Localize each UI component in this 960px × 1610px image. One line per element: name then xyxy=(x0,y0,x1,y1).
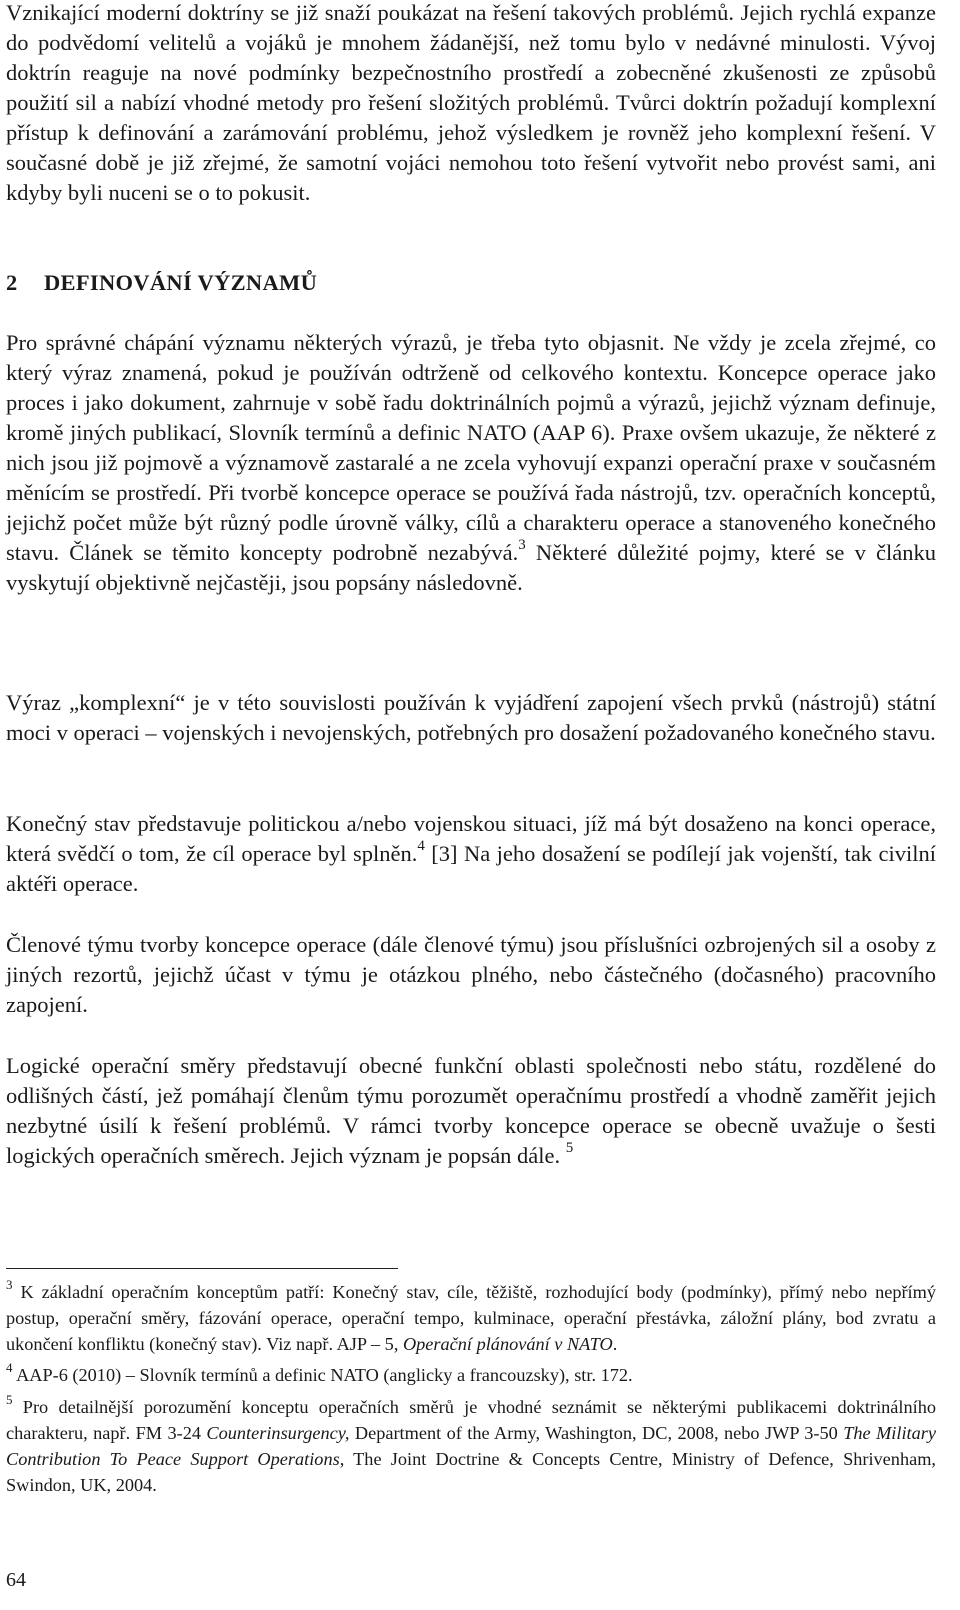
section-title: DEFINOVÁNÍ VÝZNAMŮ xyxy=(44,270,318,295)
footnote-ref-5[interactable]: 5 xyxy=(565,1139,574,1156)
footnote-mid: Department of the Army, Washington, DC, 2008, nebo JWP 3-50 xyxy=(349,1422,844,1443)
section-heading xyxy=(6,268,317,298)
paragraph-doctrines: Vznikající moderní doktríny se již snaží poukázat na řešení takových problémů. Jejich rychlá expanze do podvědomí velitelů a vojáků je mnohem žádanější, než tomu bylo v nedávné minulosti. Vývoj doktrín reaguje na nové podmínky bezpečnostního prostředí a zobecněné zkušenosti ze způsobů použití sil a nabízí vhodné metody pro řešení složitých problémů. Tvůrci doktrín požadují komplexní přístup k definování a zarámování problému, jehož výsledkem je rovněž jeho komplexní řešení. V současné době je již zřejmé, že samotní vojáci nemohou toto řešení vytvořit nebo provést sami, ani kdyby byli nuceni se o to pokusit. xyxy=(6,0,936,205)
footnote-tail: . xyxy=(612,1333,618,1354)
footnote-number: 5 xyxy=(6,1392,13,1408)
footnote-separator xyxy=(6,1268,398,1269)
paragraph-definitions-intro xyxy=(6,328,936,598)
page-number: 64 xyxy=(6,1569,26,1591)
paragraph-text: [3] Na jeho dosažení se podílejí jak vojenští, tak civilní aktéři operace. xyxy=(6,841,936,896)
paragraph-logicke-smery xyxy=(6,1051,936,1171)
footnote-text: AAP-6 (2010) – Slovník termínů a definic NATO (anglicky a francouzsky), str. 172. xyxy=(16,1365,633,1386)
footnote-ref-4[interactable]: 4 xyxy=(417,837,425,854)
footnote-ref-3[interactable]: 3 xyxy=(518,536,526,553)
section-number: 2 xyxy=(6,270,18,295)
paragraph-text: Některé důležité pojmy, které se v článku vyskytují objektivně nejčastěji, jsou popsány následovně. xyxy=(6,540,936,595)
paragraph-clenove-tymu: Členové týmu tvorby koncepce operace (dále členové týmu) jsou příslušníci ozbrojených sil a osoby z jiných rezortů, jejichž účast v týmu je otázkou plného, nebo částečného (dočasného) pracovního zapojení. xyxy=(6,932,936,1017)
footnote-title: Operační plánování v NATO xyxy=(402,1333,613,1354)
footnote-title-2: The Military Contribution To Peace Support Operations xyxy=(6,1422,936,1469)
footnote-tail: , The Joint Doctrine & Concepts Centre, Ministry of Defence, Shrivenham, Swindon, UK, 2004. xyxy=(6,1448,936,1495)
footnote-4 xyxy=(6,1360,936,1389)
footnote-5 xyxy=(6,1392,936,1498)
paragraph-text: Pro správné chápání významu některých výrazů, je třeba tyto objasnit. Ne vždy je zcela zřejmé, co který výraz znamená, pokud je používán odtrženě od celkového kontextu. Koncepce operace jako proces i jako dokument, zahrnuje v sobě řadu doktrinálních pojmů a výrazů, jejichž význam definuje, kromě jiných publikací, Slovník termínů a definic NATO (AAP 6). Praxe ovšem ukazuje, že některé z nich jsou již pojmově a významově zastaralé a ne zcela vyhovují expanzi operační praxe v současném měnícím se prostředí. Při tvorbě koncepce operace se používá řada nástrojů, tzv. operačních konceptů, jejichž počet může být různý podle úrovně války, cílů a charakteru operace a stanoveného konečného stavu. Článek se těmito koncepty podrobně nezabývá. xyxy=(6,330,936,565)
footnote-text: K základní operačním konceptům patří: Konečný stav, cíle, těžiště, rozhodující body (podmínky), přímý nebo nepřímý postup, operační směry, fázování operace, operační tempo, kulminace, operační přestávka, záložní plány, bod zvratu a ukončení konfliktu (konečný stav). Viz např. AJP – 5, xyxy=(6,1282,936,1354)
footnotes xyxy=(6,1276,936,1504)
paragraph-text: Konečný stav představuje politickou a/nebo vojenskou situaci, jíž má být dosaženo na konci operace, která svědčí o tom, že cíl operace byl splněn. xyxy=(6,811,936,866)
footnote-title: Counterinsurgency, xyxy=(206,1422,350,1443)
footnote-text: Pro detailnější porozumění konceptu operačních směrů je vhodné seznámit se některými publikacemi doktrinálního charakteru, např. FM 3-24 xyxy=(6,1397,936,1443)
footnote-3 xyxy=(6,1276,936,1357)
paragraph-text: Logické operační směry představují obecné funkční oblasti společnosti nebo státu, rozdělené do odlišných částí, jež pomáhají členům týmu porozumět operačnímu prostředí a vhodně zaměřit jejich nezbytné úsilí k řešení problémů. V rámci tvorby koncepce operace se obecně uvažuje o šesti logických operačních směrech. Jejich význam je popsán dále. xyxy=(6,1053,936,1168)
paragraph-komplexni: Výraz „komplexní“ je v této souvislosti používán k vyjádření zapojení všech prvků (nástrojů) státní moci v operaci – vojenských i nevojenských, potřebných pro dosažení požadovaného konečného stavu. xyxy=(6,690,936,745)
footnote-number: 3 xyxy=(6,1276,13,1292)
paragraph-konecny-stav xyxy=(6,809,936,899)
footnote-number: 4 xyxy=(6,1360,13,1376)
